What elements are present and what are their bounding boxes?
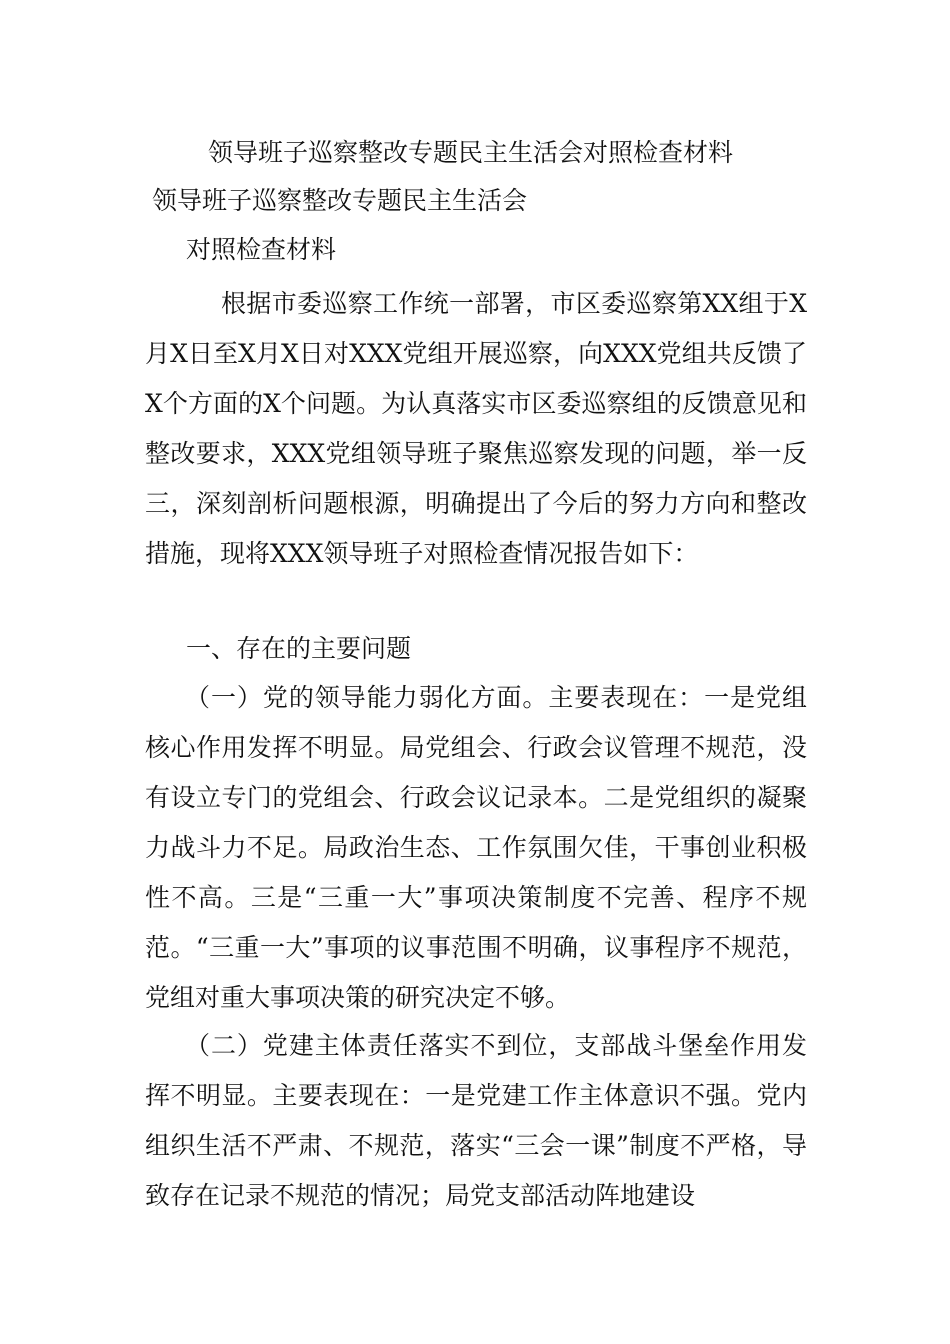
section-heading: 一、存在的主要问题: [186, 634, 412, 663]
problem-item-1: （一）党的领导能力弱化方面。主要表现在：一是党组核心作用发挥不明显。局党组会、行政会议管理不规范，没有设立专门的党组会、行政会议记录本。二是党组织的凝聚力战斗力不足。局政治生态、工作氛围欠佳，干事创业积极性不高。三是“三重一大”事项决策制度不完善、程序不规范。“三重一大”事项的议事范围不明确，议事程序不规范，党组对重大事项决策的研究决定不够。: [145, 683, 807, 1012]
intro-paragraph: 根据市委巡察工作统一部署，市区委巡察第XX组于X月X日至X月X日对XXX党组开展巡察，向XXX党组共反馈了X个方面的X个问题。为认真落实市区委巡察组的反馈意见和整改要求，XXX党组领导班子聚焦巡察发现的问题，举一反三，深刻剖析问题根源，明确提出了今后的努力方向和整改措施，现将XXX领导班子对照检查情况报告如下：: [145, 289, 807, 568]
document-title: 领导班子巡察整改专题民主生活会对照检查材料: [208, 138, 734, 167]
problem-item-2: （二）党建主体责任落实不到位，支部战斗堡垒作用发挥不明显。主要表现在：一是党建工作主体意识不强。党内组织生活不严肃、不规范，落实“三会一课”制度不严格，导致存在记录不规范的情况；局党支部活动阵地建设: [145, 1031, 807, 1210]
document-subtitle-line2: 对照检查材料: [186, 235, 337, 264]
document-subtitle-line1: 领导班子巡察整改专题民主生活会: [152, 186, 528, 215]
